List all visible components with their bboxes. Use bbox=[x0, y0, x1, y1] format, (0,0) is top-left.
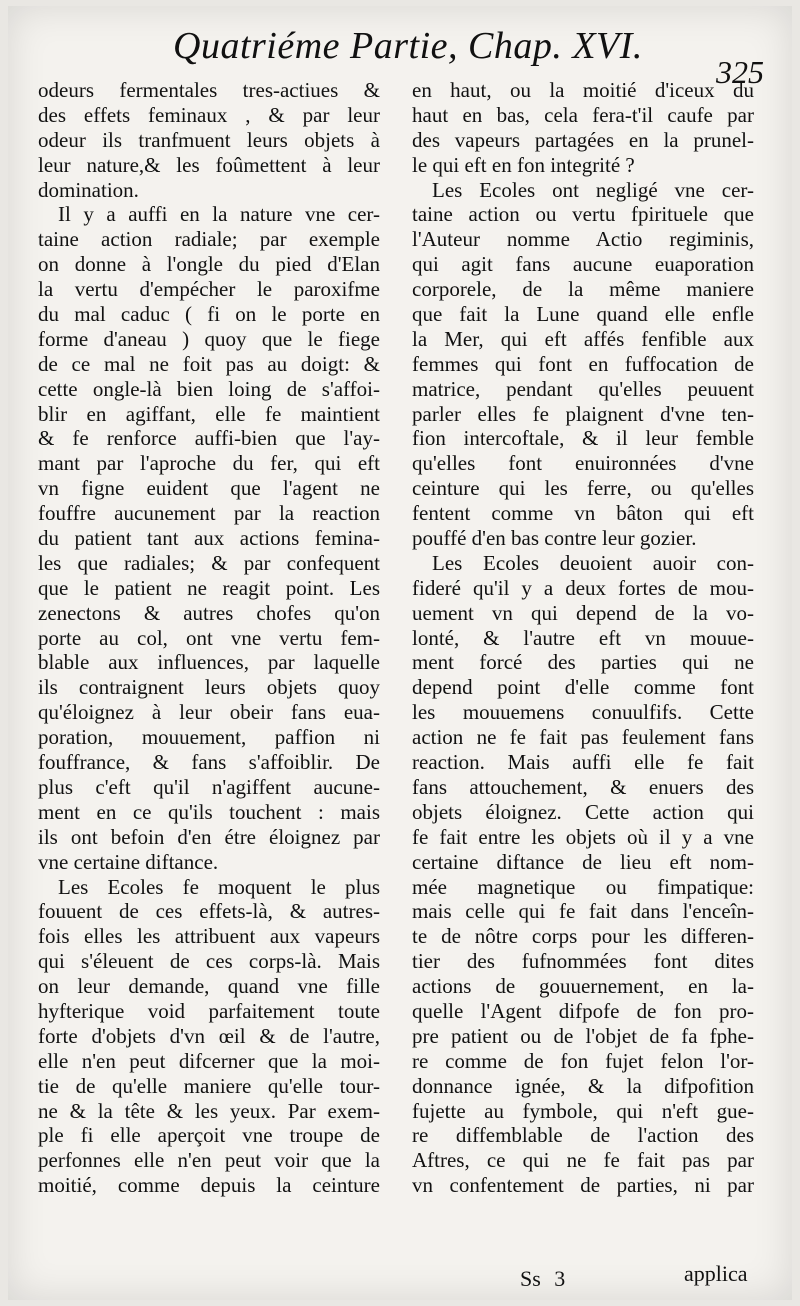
text-line: blir en agiffant, elle fe maintient bbox=[38, 401, 380, 426]
page-number: 325 bbox=[716, 54, 764, 90]
text-line: reaction. Mais auffi elle fe fait bbox=[412, 750, 754, 775]
text-line: fouffre aucunement par la reaction bbox=[38, 501, 380, 526]
text-line: zenectons & autres chofes qu'on bbox=[38, 600, 380, 625]
text-line: Les Ecoles ont negligé vne cer- bbox=[432, 177, 754, 202]
text-line: parler elles fe plaignent d'vne ten- bbox=[412, 401, 754, 426]
text-line: & fe renforce auffi-bien que l'ay- bbox=[38, 426, 380, 451]
text-line: vn confentement de parties, ni par bbox=[412, 1173, 754, 1198]
signature-mark: Ss 3 bbox=[520, 1266, 566, 1291]
text-line: elle n'en peut difcerner que la moi- bbox=[38, 1048, 380, 1073]
text-line: perfonnes elle n'en peut voir que la bbox=[38, 1148, 380, 1173]
text-line: action ne fe fait pas feulement fans bbox=[412, 725, 754, 750]
text-line: du mal caduc ( fi on le porte en bbox=[38, 302, 380, 327]
text-line: blable aux influences, par laquelle bbox=[38, 650, 380, 675]
text-line: de ce mal ne foit pas au doigt: & bbox=[38, 351, 380, 376]
text-line: en haut, ou la moitié d'iceux du bbox=[412, 78, 754, 102]
text-line: mais celle qui fe fait dans l'enceîn- bbox=[412, 899, 754, 924]
text-line: odeurs fermentales tres-actiues & bbox=[38, 78, 380, 102]
text-line: odeur ils tranfmuent leurs objets à bbox=[38, 127, 380, 152]
text-line: fion intercoftale, & il leur femble bbox=[412, 426, 754, 451]
text-line: taine action radiale; par exemple bbox=[38, 227, 380, 252]
text-line: le qui eft en fon integrité ? bbox=[412, 152, 635, 177]
text-line: depend point d'elle comme font bbox=[412, 675, 754, 700]
text-line: certaine diftance de lieu eft nom- bbox=[412, 849, 754, 874]
text-line: des effets feminaux , & par leur bbox=[38, 102, 380, 127]
text-line: Aftres, ce qui ne fe fait pas par bbox=[412, 1148, 754, 1173]
text-line: taine action ou vertu fpirituele que bbox=[412, 202, 754, 227]
text-line: mée magnetique ou fimpatique: bbox=[412, 874, 754, 899]
text-line: quelle l'Agent difpofe de fon pro- bbox=[412, 998, 754, 1023]
text-line: fois elles les attribuent aux vapeurs bbox=[38, 924, 380, 949]
text-line: objets éloignez. Cette action qui bbox=[412, 799, 754, 824]
text-line: fans attouchement, & enuers des bbox=[412, 774, 754, 799]
text-line: tier des fufnommées font dites bbox=[412, 949, 754, 974]
text-line: la Mer, qui eft affés fenfible aux bbox=[412, 326, 754, 351]
text-line: ment forcé des parties qui ne bbox=[412, 650, 754, 675]
text-line: ceinture qui les ferre, ou qu'elles bbox=[412, 476, 754, 501]
text-line: qui s'éleuent de ces corps-là. Mais bbox=[38, 949, 380, 974]
text-line: actions de gouuernement, en la- bbox=[412, 974, 754, 999]
text-line: les mouuemens conuulfifs. Cette bbox=[412, 700, 754, 725]
text-line: domination. bbox=[38, 177, 139, 202]
text-line: ne & la tête & les yeux. Par exem- bbox=[38, 1098, 380, 1123]
text-line: corporele, de la même maniere bbox=[412, 277, 754, 302]
catchword: applica bbox=[684, 1261, 748, 1286]
text-line: pre patient ou de l'objet de fa fphe- bbox=[412, 1023, 754, 1048]
text-line: l'Auteur nomme Actio regiminis, bbox=[412, 227, 754, 252]
text-line: mant par l'aproche du fer, qui eft bbox=[38, 451, 380, 476]
text-line: porte au col, ont vne vertu fem- bbox=[38, 625, 380, 650]
text-line: vn figne euident que l'agent ne bbox=[38, 476, 380, 501]
text-line: fujette au fymbole, qui n'eft gue- bbox=[412, 1098, 754, 1123]
text-line: re comme de fon fujet felon l'or- bbox=[412, 1048, 754, 1073]
text-line: femmes qui font en fuffocation de bbox=[412, 351, 754, 376]
text-line: matrice, pendant qu'elles peuuent bbox=[412, 376, 754, 401]
text-line: moitié, comme depuis la ceinture bbox=[38, 1173, 380, 1198]
text-line: cette ongle-là bien loing de s'affoi- bbox=[38, 376, 380, 401]
text-line: tie de qu'elle maniere qu'elle tour- bbox=[38, 1073, 380, 1098]
text-line: uement vn qui depend de la vo- bbox=[412, 600, 754, 625]
left-text-column bbox=[38, 78, 380, 1198]
text-line: qu'elles font enuironnées d'vne bbox=[412, 451, 754, 476]
text-line: les que radiales; & par confequent bbox=[38, 550, 380, 575]
text-line: qu'éloignez à leur obeir fans eua- bbox=[38, 700, 380, 725]
text-line: la vertu d'empécher le paroxifme bbox=[38, 277, 380, 302]
text-line: Il y a auffi en la nature vne cer- bbox=[58, 202, 380, 227]
text-line: haut en bas, cela fera-t'il caufe par bbox=[412, 102, 754, 127]
text-line: donnance ignée, & la difpofition bbox=[412, 1073, 754, 1098]
text-line: fideré qu'il y a deux fortes de mou- bbox=[412, 575, 754, 600]
text-line: pouffé d'en bas contre leur gozier. bbox=[412, 526, 697, 551]
text-line: ils contraignent leurs objets quoy bbox=[38, 675, 380, 700]
text-line: re diffemblable de l'action des bbox=[412, 1123, 754, 1148]
text-line: fouuent de ces effets-là, & autres- bbox=[38, 899, 380, 924]
text-line: fentent comme vn bâton qui eft bbox=[412, 501, 754, 526]
text-line: forte d'objets d'vn œil & de l'autre, bbox=[38, 1023, 380, 1048]
text-line: lonté, & l'autre eft vn mouue- bbox=[412, 625, 754, 650]
text-line: leur nature,& les foûmettent à leur bbox=[38, 152, 380, 177]
text-line: te de nôtre corps pour les differen- bbox=[412, 924, 754, 949]
text-line: ils ont befoin d'en étre éloignez par bbox=[38, 824, 380, 849]
text-line: des vapeurs partagées en la prunel- bbox=[412, 127, 754, 152]
running-header: Quatriéme Partie, Chap. XVI. bbox=[173, 25, 643, 67]
text-line: poration, mouuement, paffion ni bbox=[38, 725, 380, 750]
text-line: on donne à l'ongle du pied d'Elan bbox=[38, 252, 380, 277]
text-line: fouffrance, & fans s'affoiblir. De bbox=[38, 750, 380, 775]
book-page bbox=[8, 6, 792, 1300]
text-line: qui agit fans aucune euaporation bbox=[412, 252, 754, 277]
text-line: que le patient ne reagit point. Les bbox=[38, 575, 380, 600]
text-line: ment en ce qu'ils touchent : mais bbox=[38, 799, 380, 824]
text-line: Les Ecoles deuoient auoir con- bbox=[432, 550, 754, 575]
text-line: que fait la Lune quand elle enfle bbox=[412, 302, 754, 327]
text-line: plus c'eft qu'il n'agiffent aucune- bbox=[38, 774, 380, 799]
text-line: vne certaine diftance. bbox=[38, 849, 219, 874]
text-line: forme d'aneau ) quoy que le fiege bbox=[38, 326, 380, 351]
text-line: on leur demande, quand vne fille bbox=[38, 974, 380, 999]
right-text-column bbox=[412, 78, 754, 1198]
text-line: fe fait entre les objets où il y a vne bbox=[412, 824, 754, 849]
text-line: Les Ecoles fe moquent le plus bbox=[58, 874, 380, 899]
text-line: du patient tant aux actions femina- bbox=[38, 526, 380, 551]
text-line: hyfterique void parfaitement toute bbox=[38, 998, 380, 1023]
text-line: ple fi elle aperçoit vne troupe de bbox=[38, 1123, 380, 1148]
